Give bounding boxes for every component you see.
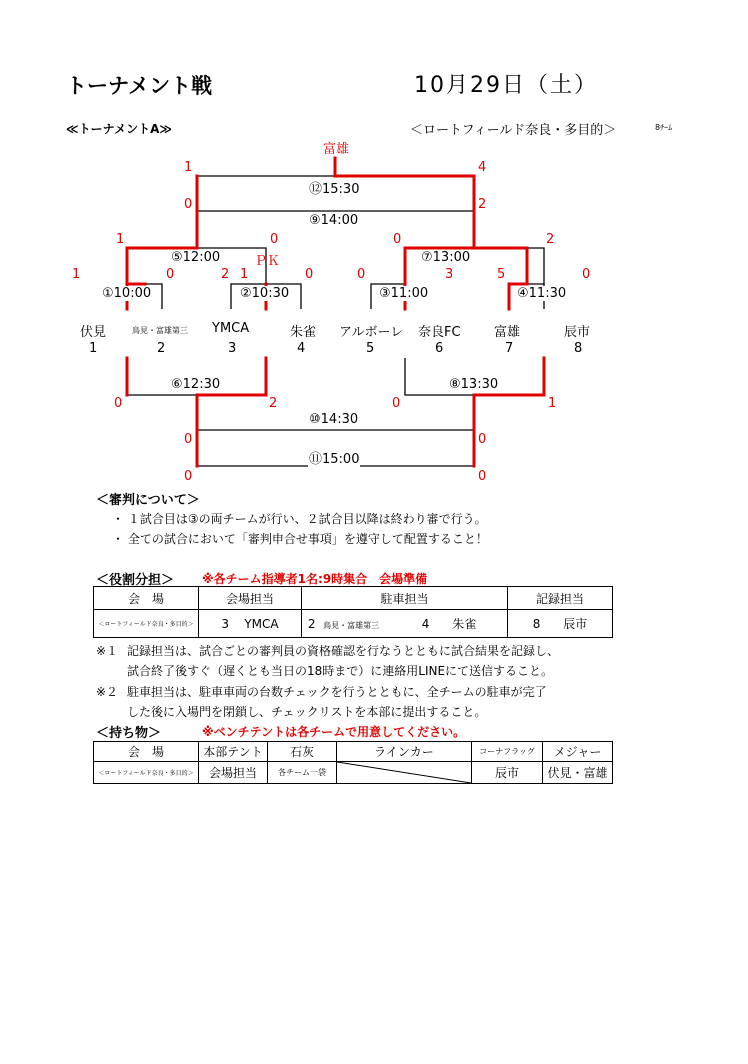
winner-line-m6 (197, 358, 266, 466)
match-time-5: ⑤12:00 (171, 250, 221, 265)
parking-staff-2-team: 朱雀 (452, 617, 477, 631)
roles-heading: ＜役割分担＞ (96, 573, 175, 588)
diagonal-slash (337, 762, 471, 783)
score-m11-left: 0 (184, 469, 193, 484)
items-note: ※ベンチテントは各チームで用意してください。 (202, 725, 466, 739)
items-header-venue: 会 場 (94, 742, 199, 762)
score-m1-right: 0 (166, 267, 175, 282)
event-date: 10月29日（土） (414, 73, 598, 98)
match-time-10: ⑩14:30 (309, 412, 359, 427)
venue-staff-team: YMCA (244, 616, 279, 631)
score-m8-left: 0 (392, 396, 401, 411)
team-seed-2: 2 (157, 341, 166, 356)
match-time-1: ①10:00 (102, 286, 152, 301)
match-time-9: ⑨14:00 (309, 213, 359, 228)
match-time-8: ⑧13:30 (449, 377, 499, 392)
roles-header-record: 記録担当 (508, 587, 613, 610)
match-time-7: ⑦13:00 (421, 250, 471, 265)
score-m9-left: 0 (184, 197, 193, 212)
teams-count: 8ﾁｰﾑ (655, 123, 673, 132)
record-staff-num: 8 (532, 617, 541, 631)
score-m11-right: 0 (478, 469, 487, 484)
items-measure-cell: 伏見・富雄 (543, 762, 613, 784)
team-seed-6: 6 (435, 341, 444, 356)
match-time-6: ⑥12:30 (171, 377, 221, 392)
items-liner-cell (337, 762, 472, 784)
team-seed-4: 4 (297, 341, 306, 356)
team-name-2: 鳥見・富雄第三 (132, 326, 188, 335)
score-m4-right: 0 (582, 267, 591, 282)
note-1-mark: ※１ (96, 644, 119, 658)
score-m1-left: 1 (72, 267, 81, 282)
items-header-corner-flag: コーナフラッグ (472, 742, 543, 762)
team-seed-3: 3 (228, 341, 237, 356)
items-header-measure: メジャー (543, 742, 613, 762)
team-name-6: 奈良FC (418, 325, 461, 340)
roles-venue-cell: ＜ロートフィールド奈良・多目的＞ (94, 610, 199, 638)
team-seed-8: 8 (574, 341, 583, 356)
roles-venue-staff-cell (199, 610, 302, 638)
score-m9-right: 2 (478, 197, 487, 212)
items-header-liner: ラインカー (337, 742, 472, 762)
note-2-line-2: した後に入場門を閉鎖し、チェックリストを本部に提出すること。 (127, 705, 487, 719)
roles-header-parking: 駐車担当 (302, 587, 508, 610)
items-header-lime: 石灰 (268, 742, 337, 762)
score-m8-right: 1 (548, 396, 557, 411)
score-m2-left: 2 (221, 267, 230, 282)
roles-header-venue: 会 場 (94, 587, 199, 610)
roles-table (93, 586, 613, 638)
score-m6-left: 0 (114, 396, 123, 411)
roles-parking-cell-2 (420, 610, 508, 638)
tournament-subtitle: ≪トーナメントA≫ (66, 122, 172, 136)
venue-label: ＜ロートフィールド奈良・多目的＞ (410, 123, 617, 138)
items-tent-cell: 会場担当 (199, 762, 268, 784)
score-m7-right: 2 (546, 232, 555, 247)
items-heading: ＜持ち物＞ (96, 726, 162, 741)
note-2-line-1: 駐車担当は、駐車車両の台数チェックを行うとともに、全チームの駐車が完了 (127, 685, 547, 699)
score-m10-left: 0 (184, 432, 193, 447)
note-2-mark: ※２ (96, 685, 119, 699)
score-m12-right: 4 (478, 160, 487, 175)
items-table (93, 741, 613, 784)
parking-staff-1-num: 2 (307, 616, 316, 631)
score-m6-right: 2 (269, 396, 278, 411)
items-corner-flag-cell: 辰市 (472, 762, 543, 784)
match-time-11: ⑪15:00 (308, 448, 360, 467)
team-seed-5: 5 (366, 341, 375, 356)
record-staff-team: 辰市 (563, 617, 588, 631)
match-time-12: ⑫15:30 (308, 178, 360, 197)
match-time-3: ③11:00 (379, 286, 429, 301)
referee-bullet-2: ・ 全ての試合において「審判申合せ事項」を遵守して配置すること！ (112, 532, 488, 546)
team-name-4: 朱雀 (290, 325, 317, 340)
score-m3-right: 3 (445, 267, 454, 282)
parking-staff-1-team: 鳥見・富雄第三 (323, 620, 380, 630)
score-m2-right: 0 (305, 267, 314, 282)
winner-line-final (335, 158, 474, 248)
venue-staff-num: 3 (221, 616, 230, 631)
team-name-5: アルボーレ (339, 325, 404, 340)
match-time-4: ④11:30 (517, 286, 567, 301)
team-name-3: YMCA (212, 321, 250, 336)
team-seed-7: 7 (505, 341, 514, 356)
score-m4-left: 5 (497, 267, 506, 282)
roles-parking-cell-1 (302, 610, 420, 638)
pk-label: ＰＫ (254, 254, 281, 269)
champion-label: 富雄 (323, 142, 350, 157)
score-m12-left: 1 (184, 160, 193, 175)
score-m5-right: 0 (270, 232, 279, 247)
referee-heading: ＜審判について＞ (96, 493, 200, 508)
winner-line-m8 (474, 358, 544, 466)
parking-staff-2-num: 4 (421, 617, 430, 631)
note-1-line-2: 試合終了後すぐ（遅くとも当日の18時まで）に連絡用LINEにて送信すること。 (127, 664, 554, 678)
note-1-line-1: 記録担当は、試合ごとの審判員の資格確認を行なうとともに試合結果を記録し、 (127, 644, 560, 658)
team-seed-1: 1 (89, 341, 98, 356)
score-m10-right: 0 (478, 432, 487, 447)
team-name-8: 辰市 (564, 325, 591, 340)
score-m5-left: 1 (116, 232, 125, 247)
page-title: トーナメント戦 (66, 74, 213, 98)
items-lime-cell: 各チーム一袋 (268, 762, 337, 784)
match-time-2: ②10:30 (240, 286, 290, 301)
items-venue-cell: ＜ロートフィールド奈良・多目的＞ (94, 762, 199, 784)
referee-bullet-1: ・ １試合目は③の両チームが行い、２試合目以降は終わり審で行う。 (112, 512, 487, 526)
roles-note: ※各チーム指導者1名:9時集合 会場準備 (202, 572, 428, 586)
roles-record-cell (508, 610, 613, 638)
pk-score: 1 (240, 267, 249, 282)
team-name-7: 富雄 (494, 325, 521, 340)
roles-header-venue-staff: 会場担当 (199, 587, 302, 610)
items-header-tent: 本部テント (199, 742, 268, 762)
team-name-1: 伏見 (80, 325, 107, 340)
score-m7-left: 0 (393, 232, 402, 247)
score-m3-left: 0 (357, 267, 366, 282)
